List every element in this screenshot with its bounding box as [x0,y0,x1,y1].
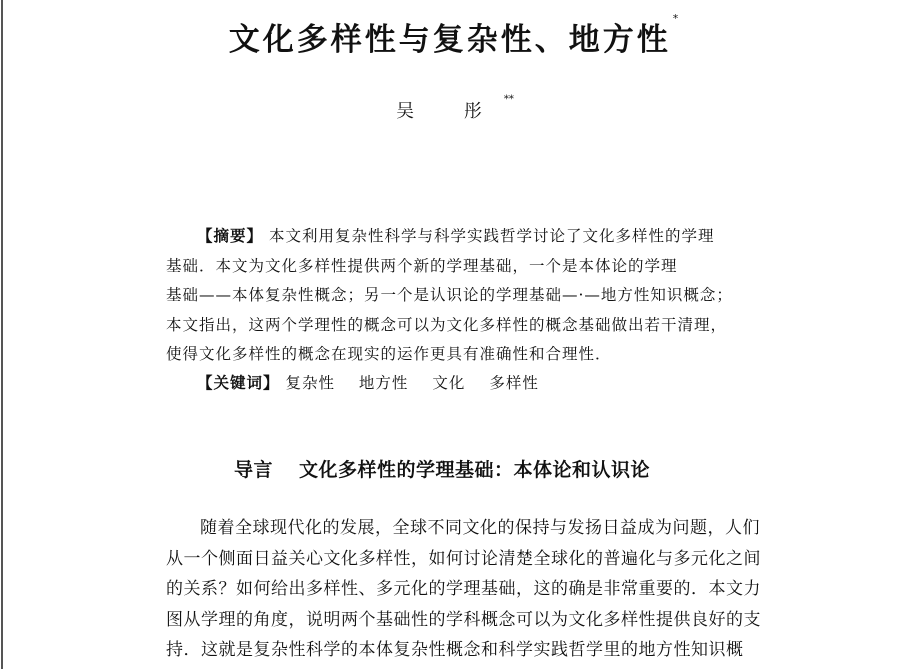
abstract-label: 【摘要】 [197,227,264,245]
abstract-block [166,222,746,370]
author-footnote-mark: ** [503,94,514,105]
keyword-item: 地方性 [358,374,409,392]
author-line [0,94,910,123]
body-line-1: 随着全球现代化的发展，全球不同文化的保持与发扬日益成为问题，人们 [200,518,760,538]
body-line-5: 持．这就是复杂性科学的本体复杂性概念和科学实践哲学里的地方性知识概 [166,640,744,660]
body-line-2: 从一个侧面日益关心文化多样性，如何讨论清楚全球化的普遍化与多元化之间 [166,548,761,569]
title-text: 文化多样性与复杂性、地方性 [228,22,671,58]
paper-title [0,14,910,59]
keywords-label: 【关键词】 [197,374,280,392]
body-line-4: 图从学理的角度，说明两个基础性的学科概念可以为文化多样性提供良好的支 [166,609,761,630]
abstract-line-4: 本文指出，这两个学理性的概念可以为文化多样性的概念基础做出若干清理， [166,315,728,334]
title-footnote-mark: * [672,12,682,25]
abstract-text-1: 本文利用复杂性科学与科学实践哲学讨论了文化多样性的学理 [268,227,715,245]
body-line-3: 的关系？如何给出多样性、多元化的学理基础，这的确是非常重要的．本文力 [166,579,761,599]
author-name: 吴 彤 [396,101,504,122]
abstract-line-3: 基础——本体复杂性概念；另一个是认识论的学理基础—·—地方性知识概念； [166,286,733,304]
keyword-item: 复杂性 [285,374,335,392]
keyword-item: 多样性 [489,374,539,392]
section-title: 文化多样性的学理基础：本体论和认识论 [299,459,651,481]
section-number: 导言 [234,459,274,481]
body-paragraph [166,513,761,666]
keywords-line [197,371,557,393]
abstract-line-2: 基础．本文为文化多样性提供两个新的学理基础，一个是本体论的学理 [166,256,678,275]
keyword-item: 文化 [432,374,466,392]
abstract-line-5: 使得文化多样性的概念在现实的运作更具有准确性和合理性． [166,345,612,363]
abstract-line-1 [166,222,746,252]
section-heading [234,455,650,482]
